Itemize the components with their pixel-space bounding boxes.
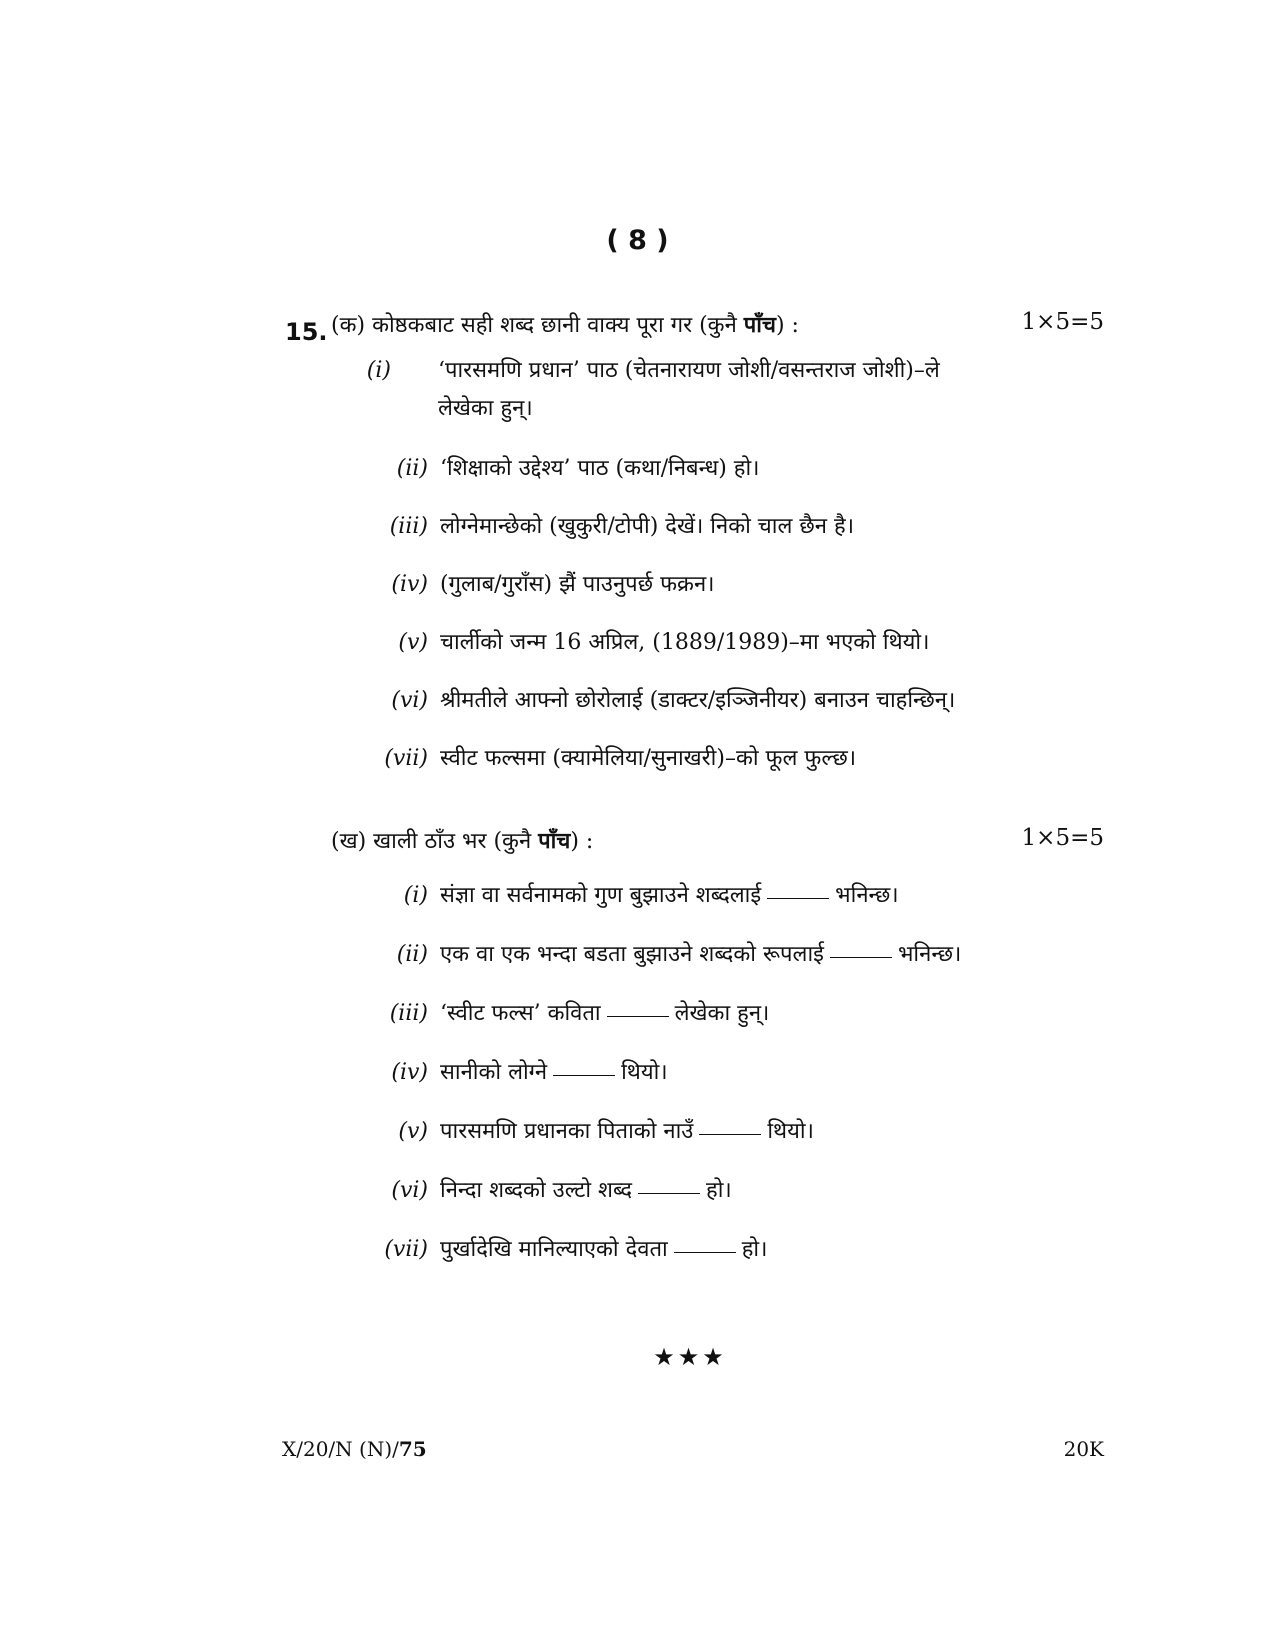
item-text-after: लेखेका हुन्।: [674, 1001, 770, 1026]
paper-code-bold: 75: [398, 1437, 427, 1461]
section-b-instruction-bold: पाँच: [538, 828, 571, 854]
section-b-marks: 1×5=5: [1021, 825, 1104, 851]
item-number: (vii): [384, 1237, 428, 1262]
item-text-after: भनिन्छ।: [897, 942, 962, 967]
section-a-item: [378, 452, 760, 482]
section-a-item: [378, 568, 715, 598]
item-number: (iii): [389, 514, 428, 539]
section-b-item: [378, 997, 769, 1027]
paper-code-prefix: X/20/N (N)/: [282, 1437, 399, 1461]
section-b-item: [378, 1174, 732, 1204]
section-a-item: [378, 626, 929, 656]
end-stars: ★★★: [653, 1343, 727, 1371]
section-b-item: [378, 879, 899, 909]
item-number: (i): [403, 883, 428, 908]
item-text: लोग्नेमान्छेको (खुकुरी/टोपी) देखें। निको चाल छैन है।: [440, 514, 855, 539]
section-b-instruction: खाली ठाँउ भर (कुनै: [373, 829, 532, 854]
answer-blank: [553, 1075, 615, 1076]
section-a-item: [378, 510, 854, 540]
item-number: (v): [398, 630, 428, 655]
item-number: (ii): [396, 456, 428, 481]
section-a-marks: 1×5=5: [1021, 309, 1104, 335]
item-text-after: थियो।: [621, 1060, 668, 1085]
item-number: (vii): [384, 746, 428, 771]
section-b-instruction-end: ) :: [570, 829, 594, 854]
section-b-item: [378, 938, 961, 968]
item-number: (iv): [391, 1060, 428, 1085]
item-text-before: सानीको लोग्ने: [440, 1060, 548, 1085]
item-number: (iii): [389, 1001, 428, 1026]
section-a-heading: [331, 309, 799, 339]
print-series: 20K: [1063, 1437, 1104, 1461]
item-text-line1: ‘पारसमणि प्रधान’ पाठ (चेतनारायण जोशी/वसन्तराज जोशी)–ले: [438, 358, 940, 383]
page-number: ( 8 ): [606, 225, 669, 256]
item-number: (iv): [391, 572, 428, 597]
section-b-item: [378, 1056, 668, 1086]
item-text: चार्लीको जन्म 16 अप्रिल, (1889/1989)–मा भएको थियो।: [440, 630, 930, 655]
item-text: स्वीट फल्समा (क्यामेलिया/सुनाखरी)–को फूल फुल्छ।: [440, 746, 857, 771]
item-text-before: पुर्खादेखि मानिल्याएको देवता: [440, 1237, 668, 1262]
item-text-line2: लेखेका हुन्।: [438, 396, 533, 421]
answer-blank: [830, 957, 892, 958]
item-number: (i): [366, 358, 391, 383]
item-number: (vi): [391, 688, 428, 713]
item-text-before: निन्दा शब्दको उल्टो शब्द: [440, 1178, 633, 1203]
section-b-label: (ख): [331, 829, 367, 854]
paper-code: [282, 1437, 427, 1461]
section-b-item: [378, 1233, 767, 1263]
section-b-heading: [331, 825, 593, 855]
item-text-after: भनिन्छ।: [835, 883, 899, 908]
section-b-item: [378, 1115, 814, 1145]
section-a-instruction: कोष्ठकबाट सही शब्द छानी वाक्य पूरा गर (कुनै: [372, 313, 737, 338]
section-a-instruction-bold: पाँच: [743, 312, 776, 338]
item-text-before: एक वा एक भन्दा बडता बुझाउने शब्दको रूपलाई: [440, 942, 824, 967]
item-text-before: संज्ञा वा सर्वनामको गुण बुझाउने शब्दलाई: [440, 883, 762, 908]
item-text: श्रीमतीले आफ्नो छोरोलाई (डाक्टर/इञ्जिनीयर) बनाउन चाहन्छिन्।: [440, 688, 956, 713]
item-number: (v): [398, 1119, 428, 1144]
answer-blank: [699, 1134, 761, 1135]
answer-blank: [674, 1252, 736, 1253]
item-text: ‘शिक्षाको उद्देश्य’ पाठ (कथा/निबन्ध) हो।: [440, 456, 760, 481]
item-text-before: ‘स्वीट फल्स’ कविता: [440, 1001, 601, 1026]
answer-blank: [607, 1016, 669, 1017]
item-number: (ii): [396, 942, 428, 967]
item-text-after: हो।: [741, 1237, 768, 1262]
item-text-after: हो।: [706, 1178, 732, 1203]
item-text: (गुलाब/गुराँस) झैं पाउनुपर्छ फक्रन।: [440, 572, 715, 597]
answer-blank: [638, 1193, 700, 1194]
section-a-instruction-end: ) :: [775, 313, 799, 338]
answer-blank: [767, 898, 829, 899]
item-number: (vi): [391, 1178, 428, 1203]
section-a-label: (क): [331, 313, 366, 338]
question-number: 15.: [285, 318, 328, 346]
section-a-item: [378, 742, 856, 772]
item-text-before: पारसमणि प्रधानका पिताको नाउँ: [440, 1119, 694, 1144]
section-a-item: [366, 352, 1043, 428]
section-a-item: [378, 684, 955, 714]
item-text-after: थियो।: [767, 1119, 814, 1144]
